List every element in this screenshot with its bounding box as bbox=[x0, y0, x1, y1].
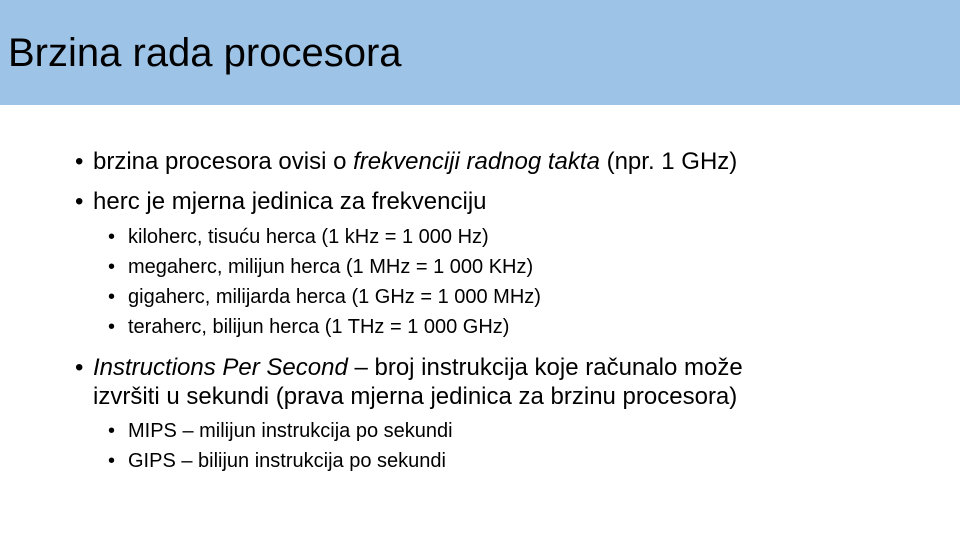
sub-bullet-gips bbox=[108, 449, 446, 473]
bullet-marker: • bbox=[75, 354, 84, 381]
bullet-marker: • bbox=[108, 450, 116, 472]
bullet-emphasis: frekvenciji radnog takta bbox=[353, 148, 600, 175]
bullet-marker: • bbox=[75, 148, 84, 175]
sub-bullet-text: teraherc, bilijun herca (1 THz = 1 000 GHz) bbox=[128, 316, 510, 338]
slide-title: Brzina rada procesora bbox=[8, 31, 402, 75]
bullet-text: herc je mjerna jedinica za frekvenciju bbox=[93, 188, 487, 215]
bullet-text: brzina procesora ovisi o bbox=[93, 148, 354, 175]
bullet-marker: • bbox=[75, 188, 84, 215]
bullet-hertz bbox=[75, 188, 487, 216]
bullet-marker: • bbox=[108, 316, 116, 338]
sub-bullet-text: gigaherc, milijarda herca (1 GHz = 1 000 MHz) bbox=[128, 286, 541, 308]
bullet-ips-continuation bbox=[93, 383, 737, 411]
sub-bullet-gigahertz bbox=[108, 285, 541, 309]
sub-bullet-kilohertz bbox=[108, 225, 489, 249]
sub-bullet-text: kiloherc, tisuću herca (1 kHz = 1 000 Hz) bbox=[128, 226, 489, 248]
sub-bullet-text: megaherc, milijun herca (1 MHz = 1 000 KHz) bbox=[128, 256, 534, 278]
bullet-marker: • bbox=[108, 226, 116, 248]
sub-bullet-mips bbox=[108, 419, 453, 443]
bullet-marker: • bbox=[108, 286, 116, 308]
sub-bullet-text: MIPS – milijun instrukcija po sekundi bbox=[128, 420, 453, 442]
bullet-emphasis: Instructions Per Second bbox=[93, 354, 348, 381]
bullet-text: – broj instrukcija koje računalo može bbox=[347, 354, 743, 381]
bullet-text: izvršiti u sekundi (prava mjerna jedinica za brzinu procesora) bbox=[93, 383, 738, 410]
sub-bullet-text: GIPS – bilijun instrukcija po sekundi bbox=[128, 450, 446, 472]
bullet-frequency bbox=[75, 148, 737, 176]
bullet-marker: • bbox=[108, 420, 116, 442]
sub-bullet-megahertz bbox=[108, 255, 533, 279]
bullet-ips bbox=[75, 354, 743, 382]
bullet-marker: • bbox=[108, 256, 116, 278]
sub-bullet-terahertz bbox=[108, 315, 509, 339]
bullet-text: (npr. 1 GHz) bbox=[599, 148, 738, 175]
